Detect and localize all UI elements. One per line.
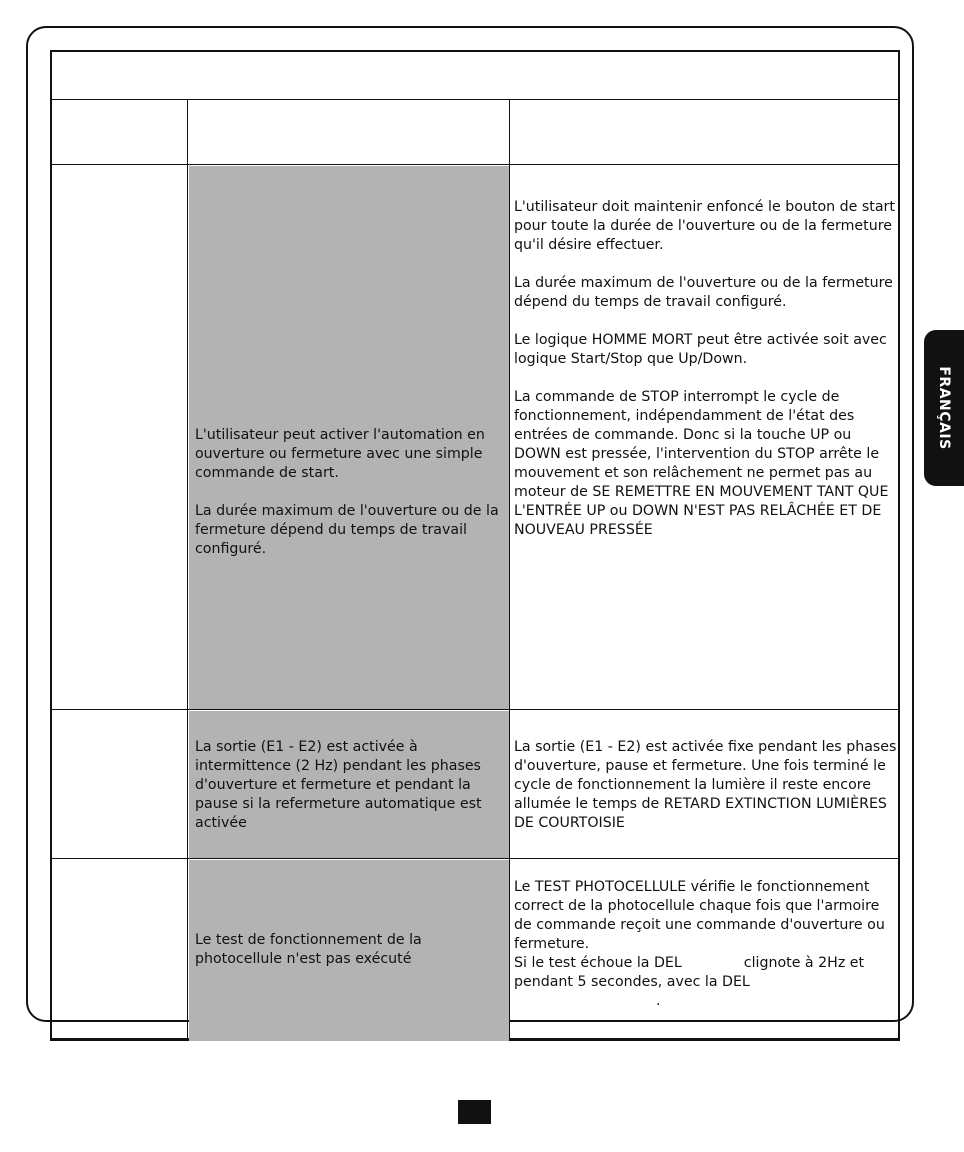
table-rule (509, 99, 510, 1038)
cell-text: L'utilisateur doit maintenir enfoncé le bouton de start pour toute la durée de l'ouverture ou de la fermeture qu'il désire effectuer. (514, 199, 895, 253)
table-rule (52, 99, 898, 100)
cell-text: Le TEST PHOTOCELLULE vérifie le fonctionnement correct de la photocellule chaque fois que l'armoire de commande reçoit une commande d'ouverture ou fermeture. (514, 879, 885, 952)
cell-text: Le test de fonctionnement de la photocellule n'est pas exécuté (195, 932, 422, 967)
language-tab (924, 330, 964, 486)
cell-text: La sortie (E1 - E2) est activée à intermittence (2 Hz) pendant les phases d'ouverture et fermeture et pendant la pause si la refermeture automatique est activée (195, 739, 482, 831)
table-rule (187, 99, 188, 1038)
table-rule (52, 709, 898, 710)
cell-text: La commande de STOP interrompt le cycle de fonctionnement, indépendamment de l'état des entrées de commande. Donc si la touche UP ou DOWN est pressée, l'intervention du STOP arrête le mouvement et son relâchement ne permet pas au moteur de SE REMETTRE EN MOUVEMENT TANT QUE L'ENTRÉE UP ou DOWN N'EST PAS RELÂCHÉE ET DE NOUVEAU PRESSÉE (514, 389, 889, 538)
table-cell-col2 (189, 860, 509, 1041)
table-rule (52, 858, 898, 859)
table-cell-col3 (514, 198, 896, 540)
page-number-box (458, 1100, 491, 1124)
cell-text (514, 954, 898, 992)
cell-text: Le logique HOMME MORT peut être activée soit avec logique Start/Stop que Up/Down. (514, 332, 887, 367)
cell-text-part: clignote à 2Hz et pendant 5 secondes, avec la DEL (514, 955, 865, 990)
table-cell-col2 (189, 711, 509, 858)
cell-text: La durée maximum de l'ouverture ou de la fermeture dépend du temps de travail configuré. (514, 275, 893, 310)
table-cell-col2 (189, 166, 509, 709)
table-rule (52, 164, 898, 165)
table-cell-col3 (514, 738, 898, 833)
settings-table (50, 50, 900, 1041)
cell-text: La durée maximum de l'ouverture ou de la fermeture dépend du temps de travail configuré. (195, 503, 499, 557)
language-tab-label: FRANÇAIS (936, 366, 952, 450)
cell-text: . (656, 993, 661, 1009)
cell-text-part: Si le test échoue la DEL (514, 955, 682, 971)
cell-text: La sortie (E1 - E2) est activée fixe pendant les phases d'ouverture, pause et fermeture. Une fois terminé le cycle de fonctionnement la lumière il reste encore allumée le temps de RETARD EXTINCTION LUMIÈRES DE COURTOISIE (514, 739, 897, 831)
table-cell-col3 (514, 878, 898, 1011)
cell-text: L'utilisateur peut activer l'automation en ouverture ou fermeture avec une simple commande de start. (195, 427, 485, 481)
